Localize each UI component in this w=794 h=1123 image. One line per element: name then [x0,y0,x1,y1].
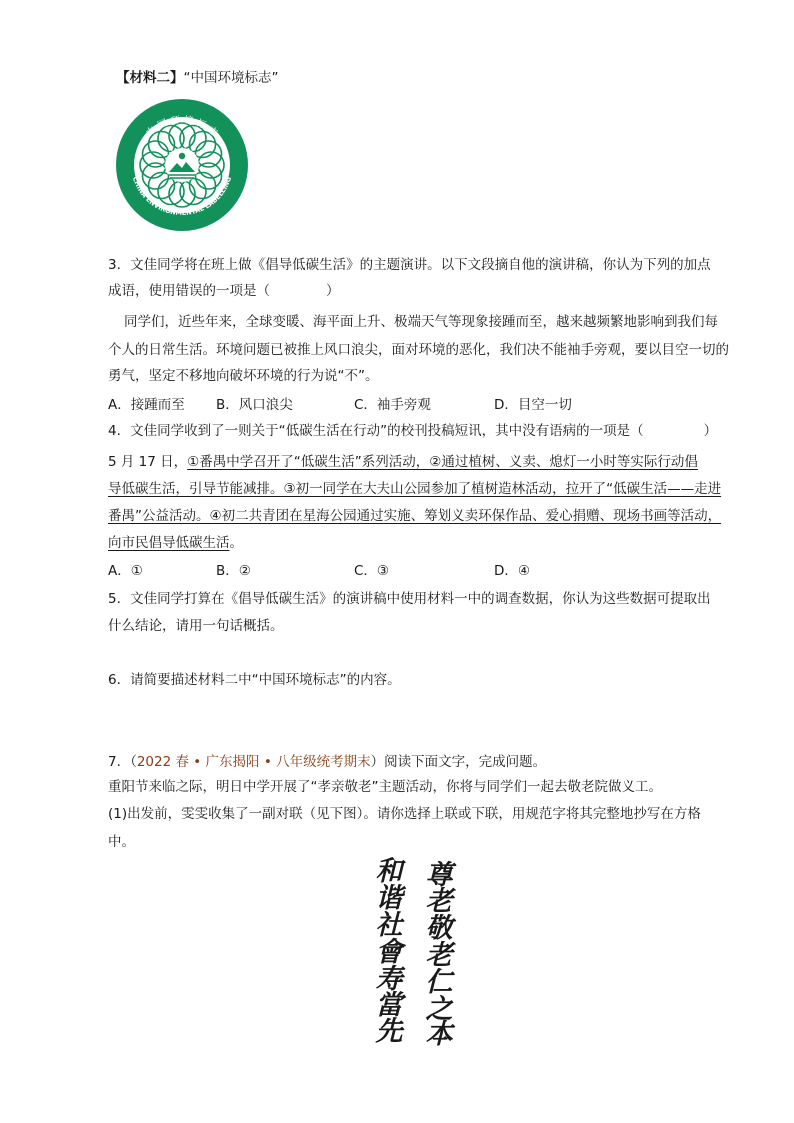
q4-prompt-text: 4．文佳同学收到了一则关于“低碳生活在行动”的校刊投稿短讯，其中没有语病的一项是（ [108,423,644,439]
q7-source-link[interactable]: 2022 春 • 广东揭阳 • 八年级统考期末 [136,754,371,770]
q5-line-1: 5．文佳同学打算在《倡导低碳生活》的演讲稿中使用材料一中的调查数据，你认为这些数据可提取出 [108,591,711,607]
couplet-right-char-4: 老 [425,940,453,971]
couplet-right-char-6: 之 [425,994,453,1025]
couplet-left-char-7: 先 [375,1016,403,1047]
couplet-left-char-2: 谐 [375,883,403,914]
q7-number: 7．（ [108,754,137,770]
couplet-right-char-5: 仁 [425,967,453,998]
q5-line-2: 什么结论，请用一句话概括。 [108,618,284,634]
q3-paragraph-line-2: 个人的日常生活。环境问题已被推上风口浪尖，面对环境的恶化，我们决不能袖手旁观，要以目空一切的 [108,342,729,358]
q4-news-period: 。 [229,535,243,551]
q7-line-3: (1)出发前，雯雯收集了一副对联（见下图）。请你选择上联或下联，用规范字将其完整地抄写在方格 [108,806,701,822]
q4-news-line-4 [108,533,243,553]
q4-news-underlined-4: 向市民倡导低碳生活 [108,535,230,551]
material2-heading [116,68,279,88]
couplet-left-char-4: 會 [375,937,403,968]
q3-paragraph-line-1: 同学们，近些年来，全球变暖、海平面上升、极端天气等现象接踵而至，越来越频繁地影响到我们每 [124,314,718,330]
logo-sun [179,153,185,159]
q3-prompt-text: 成语，使用错误的一项是（ [108,283,270,299]
q3-option-a[interactable]: A．接踵而至 [108,397,185,413]
q4-line-1 [108,421,717,441]
q7-instruction: ）阅读下面文字，完成问题。 [370,754,547,770]
couplet-right-char-3: 敬 [425,913,453,944]
q4-close-paren: ） [703,423,718,439]
logo-top-text: 中 国 环 境 标 志 [144,114,220,139]
q3-option-d[interactable]: D．目空一切 [494,397,572,413]
q4-option-d[interactable]: D．④ [494,563,530,579]
calligraphy-couplet [368,858,460,1048]
material2-title: “中国环境标志” [183,70,279,86]
couplet-left-char-1: 和 [375,856,403,887]
q4-news-line-1 [108,452,698,472]
q3-line-2 [108,281,340,301]
q4-news-date: 5 月 17 日， [108,454,188,470]
q3-close-paren: ） [326,283,340,299]
china-environmental-labelling-logo [109,98,255,232]
couplet-left-char-3: 社 [375,910,403,941]
q4-news-underlined-1: ①番禺中学召开了“低碳生活”系列活动，②通过植树、义卖、熄灯一小时等实际行动倡 [187,454,698,470]
q4-option-a[interactable]: A．① [108,563,143,579]
q6-line-1: 6．请简要描述材料二中“中国环境标志”的内容。 [108,672,401,688]
couplet-left-char-6: 當 [375,990,403,1021]
logo-ring-text: CHINA ENVIRONMENTAL LABELLING [130,175,234,218]
q4-news-line-2: 导低碳生活，引导节能减排。③初一同学在大夫山公园参加了植树造林活动，拉开了“低碳生活——走进 [108,481,722,497]
q7-line-1 [108,752,546,772]
q4-news-line-3: 番禺”公益活动。④初二共青团在星海公园通过实施、筹划义卖环保作品、爱心捐赠、现场书画等活动， [108,508,722,524]
q3-paragraph-line-3: 勇气，坚定不移地向破坏环境的行为说“不”。 [108,368,379,384]
couplet-right-char-2: 老 [425,886,453,917]
q3-option-b[interactable]: B．风口浪尖 [216,397,293,413]
q7-line-2: 重阳节来临之际，明日中学开展了“孝亲敬老”主题活动，你将与同学们一起去敬老院做义工。 [108,779,662,795]
q3-option-c[interactable]: C．袖手旁观 [354,397,431,413]
q7-line-4: 中。 [108,834,135,850]
q3-line-1: 3．文佳同学将在班上做《倡导低碳生活》的主题演讲。以下文段摘自他的演讲稿，你认为下列的加点 [108,257,711,273]
q4-option-c[interactable]: C．③ [354,563,390,579]
couplet-right-char-1: 尊 [425,860,453,891]
material2-bracket-label: 【材料二】 [116,70,184,86]
couplet-right-char-7: 本 [425,1019,453,1050]
q4-option-b[interactable]: B．② [216,563,251,579]
couplet-left-char-5: 寿 [375,964,403,995]
